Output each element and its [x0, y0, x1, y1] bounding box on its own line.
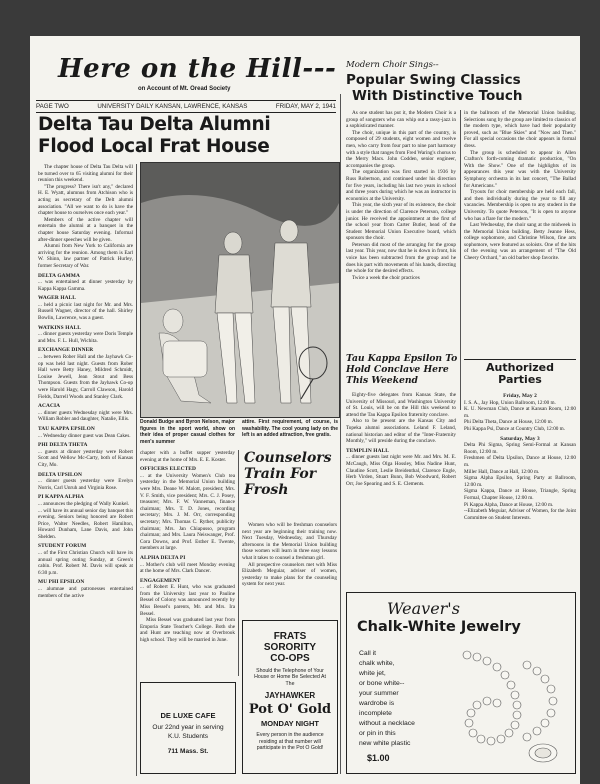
item-text: ... alumnae and patronesses entertained members of the active [38, 586, 133, 599]
ad-copy-line: your summer [359, 690, 399, 697]
choir-paragraph: As one student has put it, the Modern Choir is a group of songsters who can whip out a rassy-jazz in a sophisticated manner. [346, 110, 456, 130]
item-text: ... dinner guests yesterday were Doris Temple and Mrs. F. L. Hull, Wichita. [38, 331, 133, 344]
column-society-2 [140, 450, 235, 644]
party-entry: Sigma Kappa, Dance at House, Triangle, Spring Formal, Chapter House, 12:00 m. [464, 488, 576, 501]
parties-headline-line1: Authorized [486, 361, 554, 374]
choir-headline-line1: Popular Swing Classics [346, 72, 521, 88]
ad-coops-line2: SORORITY [263, 642, 317, 653]
item-head: STUDENT FORUM [38, 543, 87, 550]
item-head: DELTA UPSILON [38, 471, 82, 478]
party-entry: Pi Kappa Alpha, Dance at House, 12:00 m. [464, 501, 554, 508]
parties-day-head: Friday, May 2 [503, 393, 537, 399]
party-entry: K. U. Newman Club, Dance at Kansan Room, 12:00 m. [464, 406, 576, 419]
ad-deluxe-cafe [140, 682, 236, 774]
continuation-text: chapter with a buffet supper yesterday evening at the home of Mrs. E. E. Koster. [140, 450, 235, 463]
ad-copy-line: wardrobe is [359, 700, 395, 707]
ad-copy-line: Call it [359, 650, 376, 657]
ad-copy-line: incomplete [359, 710, 392, 717]
party-entry: Delta Phi Sigma, Spring Semi-Formal at Kansan Room, 12:00 m. [464, 442, 576, 455]
item-text: ... at the University Women's Club tea yesterday in the Memorial Union building were Mrs. Deane W. Malott, president; Mrs. V. F. Smith, vice president; Mrs. C. J. Posey, treasurer; Mrs. F. W. Vanneman, finance chairman; Mrs. T. D. Jones, recording secretary; Mrs. J. M. Orr, corresponding secretary; Mrs. Thomas C. Ryther, publicity chairman; Mrs. Jan Chiapusso, program chairman; and Mrs. Laura Neiswanger, Prof. Cora Downs, and Prof. Esther E. Twente, members at large. [140, 472, 235, 552]
ad-coops-fine: Every person in the audience residing at that number will participate in the Pot O Gold! [256, 732, 324, 752]
column-society-1 [38, 164, 133, 599]
ad-weaver-copy [359, 649, 439, 749]
folio-page: PAGE TWO [36, 103, 69, 110]
photo-caption-right: attire. First requirement, of course, is washability. The cool young lady on the left is an added attraction, free gratis. [242, 419, 338, 439]
item-head: TEMPLIN HALL [346, 447, 389, 454]
choir-paragraph: Twice a week the choir practices [352, 274, 420, 281]
ad-copy-line: or bone white-- [359, 680, 405, 687]
choir-paragraph: The choir, unique in this part of the country, is composed of 29 students, eight women and twelve men, who carry from four part to nine part harmony with a style that ranges from Fred Waring's chorus to the Merry Macs. John Codden, senior engineer, accompanies the group. [346, 129, 456, 169]
item-head: ACACIA [38, 403, 61, 410]
masthead [30, 36, 340, 94]
ad-copy-line: chalk white, [359, 660, 395, 667]
tke-paragraph: Eighty-five delegates from Kansas State, the University of Missouri, and Washington University of St. Louis, will be on the Hill this weekend to attend the Tau Kappa Epsilon fraternity conclave. [346, 392, 456, 418]
item-text: ... will have its annual senior day banquet this evening. Seniors being honored are Robert Price, Walter Needles, Robert Hamilton, Howard Dunham, Lane Davis, and John Shelden. [38, 507, 133, 540]
item-head: TAU KAPPA EPSILON [38, 425, 95, 432]
newspaper-page [30, 36, 580, 784]
ad-coops-venue: JAYHAWKER [264, 691, 316, 701]
parties-headline-line2: Parties [498, 373, 542, 386]
counselors-paragraph: Women who will be freshman counselors next year are beginning their training now. Next Tuesday, Wednesday, and Thursday afternoons in the Memorial Union building those women will learn in three easy lessons what it takes to counsel a freshman girl. [242, 522, 337, 561]
choir-paragraph: The organization was first started in 1936 by Russ Robertson, and continued under his direction for five years, including his last two years in school and three years during which he was an instructor in economics at the University. [346, 169, 456, 202]
ad-weaver-title1: Weaver's [387, 599, 460, 618]
item-head: EXCHANGE DINNER [38, 347, 94, 354]
necklace-illustration [447, 645, 567, 769]
lead-headline-line1: Delta Tau Delta Alumni [38, 114, 271, 135]
ad-coops-night: MONDAY NIGHT [261, 719, 319, 729]
choir-story-left [346, 110, 456, 281]
parties-list [464, 390, 576, 521]
parties-headline [464, 362, 576, 386]
party-entry: --Elizabeth Meguiar, Adviser of Women, for the Joint Committee on Student Interests. [464, 508, 576, 521]
lead-paragraph: "The progress? There isn't any," declared H. E. Wyatt, alumnus from Atchison who is acting as secretary of the Delt alumni association. "All we want to do is have the chapter house to ourselves once each year." [38, 183, 133, 217]
ad-coops-title: Pot O' Gold [248, 702, 332, 718]
choir-paragraph: Peterson did most of the arranging for the group last year. This year, now that he is down in front, his voice has been subtracted from the group and he does his part with movements of his hands, directing the whole for the desired effects. [346, 241, 456, 275]
ad-copy-line: new white plastic [359, 740, 411, 747]
ad-deluxe-line1: Our 22nd year in serving [152, 724, 224, 731]
ad-pot-o-gold [242, 620, 338, 774]
tke-story [346, 392, 456, 487]
item-text: ... between Rober Hall and the Jayhawk Co-op was held last night. Guests from Rober Hall were Betty Haney, Mildred Schmidt, Louise Jewell, Jean Stout and Bess Thompson. Guests from the Jayhawk Co-op were Harold Hagy, Carroll Clawson, Harold Fields, Darrell Woods and Stanley Clark. [38, 354, 133, 400]
item-text: ... of the First Christian Church will have its annual spring outing Sunday, at Green's cabin. Prof. Robert M. Davis will speak at 6:30 p.m. [38, 550, 133, 576]
tke-headline: Tau Kappa Epsilon To Hold Conclave Here This Weekend [346, 353, 458, 386]
folio-line [36, 103, 336, 110]
party-entry: Phi Kappa Psi, Dance at Country Club, 12:00 m. [464, 425, 566, 432]
parties-day-head: Saturday, May 3 [500, 435, 540, 442]
choir-paragraph: Tryouts for choir membership are held each fall, and then individually during the year to fill any vacancies. Membership is open to any student in the University. To quote Peterson, "It is open to anyone who has a flare for the modern." [464, 189, 576, 222]
choir-paragraph: in the ballroom of the Memorial Union building. Selections sung by the group are limited to classics of the modern type, which have had their popularity proved, such as "Blue Skies" and "Now and Then." For all special occasions the choir appears in formal dress. [464, 110, 576, 149]
ad-weavers-jewelry [346, 592, 576, 774]
item-text: ... dinner guests Wednesday night were Mrs. William Robler and daughter, Natalie, Ellis. [38, 409, 133, 423]
ad-deluxe-name: DE LUXE CAFE [160, 711, 216, 720]
lead-headline [38, 114, 338, 158]
choir-paragraph: This year, the sixth year of its existence, the choir is under the direction of Clarence Peterson, college junior. He received the appointment at the first of the school year from Carter Butler, head of the Student Memorial Union Executive board, which sponsors the choir. [346, 202, 456, 242]
party-entry: Sigma Alpha Epsilon, Spring Party at Ballroom, 12:00 m. [464, 475, 576, 488]
lead-paragraph: The chapter house of Delta Tau Delta will be turned over to 65 visiting alumni for their reunion this weekend. [38, 164, 133, 184]
item-text: ... was entertained at dinner yesterday by Kappa Kappa Gamma. [38, 279, 133, 292]
choir-story-right [464, 110, 576, 262]
party-entry: I. S. A., Jay Hop, Union Ballroom, 12:00 m. [464, 399, 556, 406]
photo-caption-left: Donald Budge and Byron Nelson, major figures in the sport world, show on their idea of proper casual clothes for men's summer [140, 419, 235, 445]
party-entry: Miller Hall, Dance at Hall, 12:00 m. [464, 468, 540, 475]
item-head: PHI DELTA THETA [38, 442, 88, 449]
ad-deluxe-address: 711 Mass. St. [167, 748, 209, 755]
tke-paragraph: Also to be present are the Kansas City and Topeka alumni associations. Leland F. Leland, national historian and editor of the "Inter-Fraternity Monthly," will preside during the conclave. [346, 418, 456, 445]
ad-copy-line: or pin in this [359, 730, 396, 737]
counselors-headline: Counselors Train For Frosh [244, 450, 332, 498]
photo-figures-illustration [141, 163, 339, 417]
ad-copy-line: white jet, [359, 670, 386, 677]
item-text: ... dinner guests last night were Mr. and Mrs. M. E. McCaugh, Miss Olga Hossley, Miss Nadine Hunt, Claudine Scott, Leslie Breidenthal, Clarence Engle, Herb Virden, Stuart Bunn, Bob Woodward, Robert Orr, Joe Spearing and S. E. Clements. [346, 454, 456, 487]
item-text: ... dinner guests yesterday were Evelyn Norris, Carl Unruh and Virginia Rose. [38, 478, 133, 491]
ad-deluxe-line2: K.U. Students [167, 733, 209, 740]
lead-paragraph: Members of the active chapter will entertain the alumni at a banquet in the chapter house Saturday evening. Informal after-dinner speeches will be given. [38, 216, 133, 243]
ad-coops-blurb: Should the Telephone of Your House or Home Be Selected At The [254, 668, 326, 687]
party-entry: Freshmen of Delta Upsilon, Dance at House, 12:00 m. [464, 455, 576, 468]
choir-headline-line2: With Distinctive Touch [352, 88, 523, 104]
ad-copy-line: without a necklace [359, 720, 415, 727]
choir-headline [346, 72, 578, 104]
masthead-subtitle: on Account of Mt. Oread Society [138, 86, 231, 92]
item-text: ... Mother's club will meet Monday evening at the home of Mrs. Clark Dancer. [140, 561, 235, 575]
choir-paragraph: Last Wednesday, the choir sang at the midweek in the Memorial Union building. Betty Jeanne Hess, college sophomore, and Christine Wilson, fine arts sophomore, were featured as soloists. One of the hits of the evening was an arrangement of "The Old Cheery Orchard," an old barber shop favorite. [464, 222, 576, 262]
item-head: ENGAGEMENT [140, 577, 181, 584]
lead-headline-line2: Flood Local Frat House [38, 136, 270, 157]
folio-date: FRIDAY, MAY 2, 1941 [275, 103, 336, 110]
item-text: ... announces the pledging of Wally Kunkel. [38, 500, 130, 507]
item-head: PI KAPPA ALPHA [38, 494, 84, 501]
item-head: DELTA GAMMA [38, 272, 80, 279]
counselors-story [242, 522, 337, 588]
ad-coops-line1: FRATS [273, 631, 307, 642]
item-text: ... held a picnic last night for Mr. and Mrs. Russell Wagner, director of the hall. Shirley Bowlin, Lawrence, was a guest. [38, 301, 133, 322]
masthead-title: Here on the Hill--- [58, 54, 337, 84]
fashion-photo [140, 162, 340, 418]
party-entry: Phi Delta Theta, Dance at House, 12:00 m. [464, 419, 553, 426]
ad-coops-line3: CO-OPS [270, 653, 310, 664]
item-text: ... guests at dinner yesterday were Robert Scott and Wellow Mc-Carty, both of Kansas City, Mo. [38, 448, 133, 468]
item-head: WAGER HALL [38, 295, 76, 302]
choir-paragraph: The group is scheduled to appear in Allen Crafton's forth-coming dramatic production, "On With the Show." One of the highlights of its appearances this year was with the University Symphony orchestra in its last concert, "The Ballad for Americans." [464, 149, 576, 189]
item-head: MU PHI EPSILON [38, 579, 85, 586]
item-head: WATKINS HALL [38, 324, 81, 331]
item-head: ALPHA DELTA PI [140, 554, 186, 561]
item-text: ... of Robert E. Hunt, who was graduated from the University last year to Pauline Bessel of Colony was announced recently by Miss Bessel's parents, Mr. and Mrs. Ira Bessel. [140, 584, 235, 617]
ad-weaver-price: $1.00 [367, 753, 390, 763]
folio-paper: UNIVERSITY DAILY KANSAN, LAWRENCE, KANSAS [97, 103, 248, 110]
item-text: Miss Bessel was graduated last year from Emporia State Teacher's College. Both she and Hunt are teaching now at Overbrook high school. They will be married in June. [140, 617, 235, 644]
lead-paragraph: Alumni from New York to California are arriving for the reunion. Among them is Earl W. Shinn, law partner of Patrick Hurley, former Secretary of War. [38, 243, 133, 269]
ad-weaver-title2: Chalk-White Jewelry [357, 619, 521, 635]
item-head: OFFICERS ELECTED [140, 466, 196, 473]
choir-kicker: Modern Choir Sings-- [346, 60, 439, 70]
counselors-paragraph: All prospective counselors met with Miss Elizabeth Meguiar, adviser of women, yesterday to make plans for the counseling system for next year. [242, 561, 337, 588]
item-text: ... Wednesday dinner guest was Dean Cakes. [38, 432, 131, 439]
